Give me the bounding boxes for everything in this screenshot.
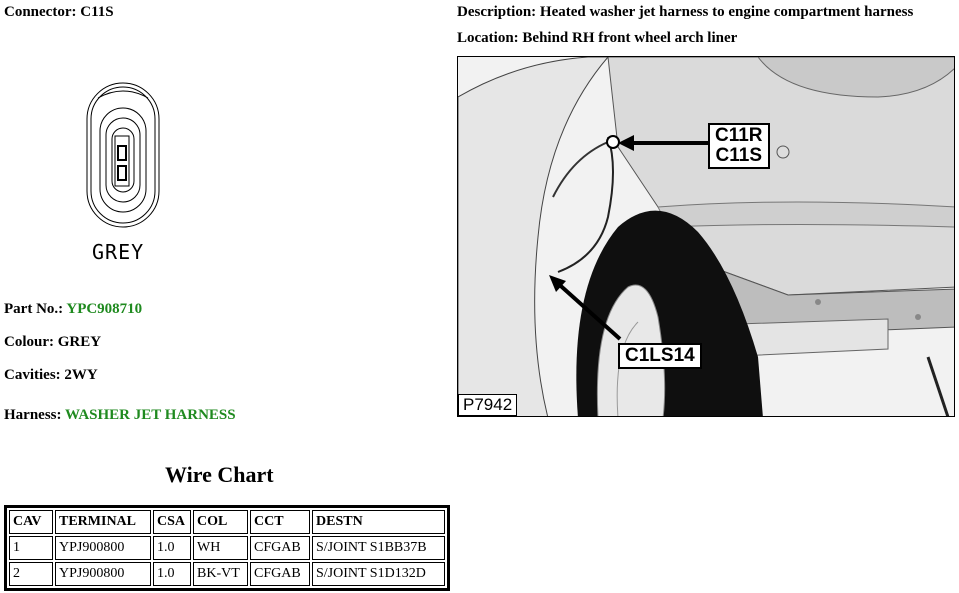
cell-col: WH <box>193 536 248 560</box>
connector-heading-label: Connector: <box>4 4 77 20</box>
cell-cav: 2 <box>9 562 53 586</box>
cell-cct: CFGAB <box>250 562 310 586</box>
table-row <box>9 562 445 586</box>
location-value: Behind RH front wheel arch liner <box>522 30 738 46</box>
wire-chart-title: Wire Chart <box>165 462 274 487</box>
table-row <box>9 536 445 560</box>
part-number-link[interactable]: YPC908710 <box>66 301 143 317</box>
location-photo-drawing <box>458 57 955 417</box>
wire-chart-table <box>4 505 450 591</box>
connector-colour-text: GREY <box>92 240 145 264</box>
cell-destn: S/JOINT S1BB37B <box>312 536 445 560</box>
description-value: Heated washer jet harness to engine compartment harness <box>539 4 914 20</box>
callout-c1ls14: C1LS14 <box>618 343 702 369</box>
cell-destn: S/JOINT S1D132D <box>312 562 445 586</box>
column-header-cav: CAV <box>9 510 53 534</box>
column-header-terminal: TERMINAL <box>55 510 151 534</box>
cell-cct: CFGAB <box>250 536 310 560</box>
column-header-csa: CSA <box>153 510 191 534</box>
callout-c11r: C11R <box>715 125 763 146</box>
wire-chart-header-row <box>9 510 445 534</box>
cavities-row <box>4 367 98 384</box>
harness-label: Harness: <box>4 407 62 423</box>
harness-row <box>4 407 236 424</box>
cell-csa: 1.0 <box>153 536 191 560</box>
cell-terminal: YPJ900800 <box>55 562 151 586</box>
column-header-destn: DESTN <box>312 510 445 534</box>
cell-csa: 1.0 <box>153 562 191 586</box>
callout-c11r-c11s <box>708 123 770 169</box>
cell-col: BK-VT <box>193 562 248 586</box>
part-number <box>4 301 142 318</box>
column-header-col: COL <box>193 510 248 534</box>
cell-terminal: YPJ900800 <box>55 536 151 560</box>
colour-label: Colour: <box>4 334 54 350</box>
colour-value: GREY <box>57 334 102 350</box>
description-heading <box>457 4 913 21</box>
part-number-label: Part No.: <box>4 301 64 317</box>
connector-heading-value: C11S <box>80 4 114 20</box>
cavities-label: Cavities: <box>4 367 61 383</box>
connector-heading <box>4 4 114 21</box>
description-label: Description: <box>457 4 537 20</box>
location-heading <box>457 30 737 47</box>
callout-c11s: C11S <box>715 145 762 166</box>
connector-face-diagram <box>84 80 164 230</box>
cell-cav: 1 <box>9 536 53 560</box>
location-photo <box>457 56 955 417</box>
column-header-cct: CCT <box>250 510 310 534</box>
location-label: Location: <box>457 30 519 46</box>
colour-row <box>4 334 101 351</box>
harness-link[interactable]: WASHER JET HARNESS <box>64 407 236 423</box>
photo-id-label: P7942 <box>458 394 517 416</box>
cavities-value: 2WY <box>64 367 98 383</box>
